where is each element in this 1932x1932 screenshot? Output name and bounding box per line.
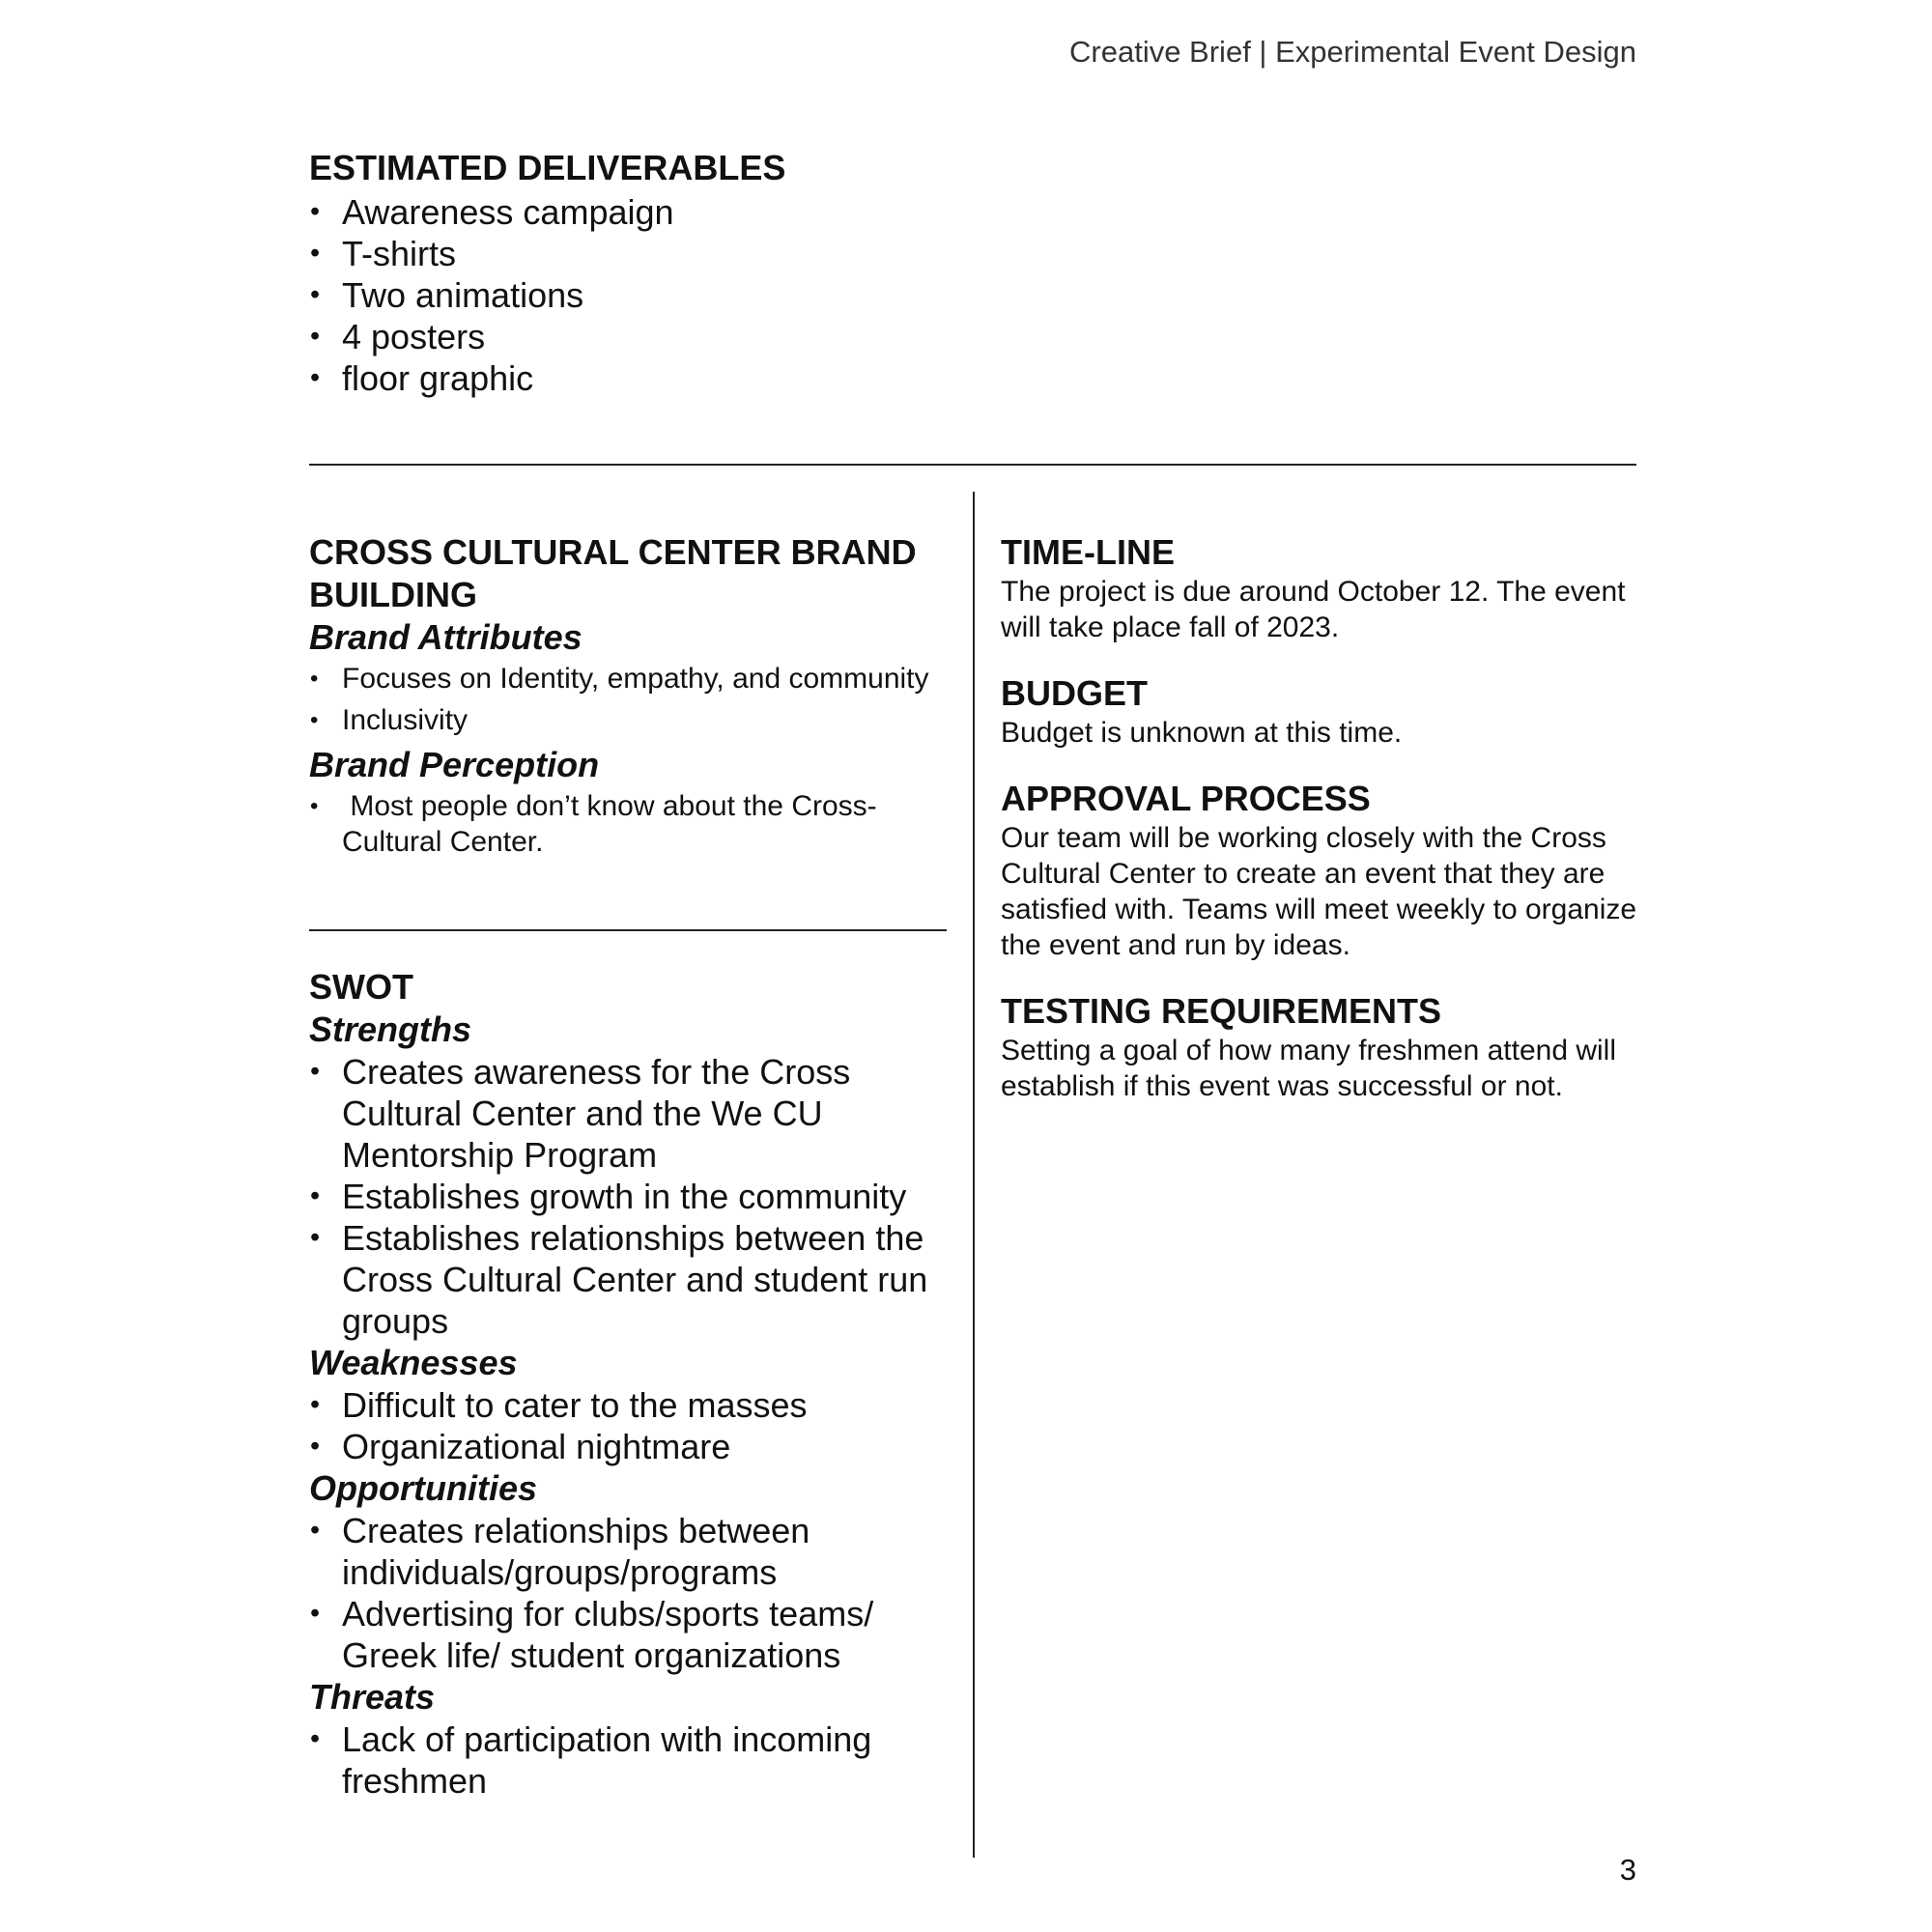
list-item: • T-shirts <box>309 233 985 274</box>
threats-heading: Threats <box>309 1677 436 1717</box>
list-item: • Focuses on Identity, empathy, and community <box>309 661 956 696</box>
section-divider <box>309 929 947 931</box>
list-item: • Advertising for clubs/sports teams/ Greek life/ student organizations <box>309 1593 956 1676</box>
list-item: • Two animations <box>309 274 985 316</box>
brand-perception-list <box>309 788 956 860</box>
list-item: • 4 posters <box>309 316 985 357</box>
list-item: • Creates awareness for the Cross Cultural Center and the We CU Mentorship Program <box>309 1051 956 1176</box>
approval-heading: APPROVAL PROCESS <box>1001 779 1371 818</box>
list-item: • Creates relationships between individuals/groups/programs <box>309 1510 956 1593</box>
list-item: • Establishes relationships between the Cross Cultural Center and student run groups <box>309 1217 956 1342</box>
brand-heading: CROSS CULTURAL CENTER BRAND BUILDING <box>309 532 917 614</box>
section-divider <box>309 464 1636 466</box>
list-item: • floor graphic <box>309 357 985 399</box>
page-number: 3 <box>1619 1853 1636 1887</box>
list-item: • Most people don’t know about the Cross-Cultural Center. <box>309 788 956 860</box>
weaknesses-heading: Weaknesses <box>309 1343 518 1382</box>
list-item: • Awareness campaign <box>309 191 985 233</box>
testing-heading: TESTING REQUIREMENTS <box>1001 991 1442 1031</box>
deliverables-heading: ESTIMATED DELIVERABLES <box>309 148 786 187</box>
list-item: • Difficult to cater to the masses <box>309 1384 956 1426</box>
threats-list <box>309 1719 956 1802</box>
timeline-heading: TIME-LINE <box>1001 532 1175 572</box>
budget-heading: BUDGET <box>1001 673 1148 713</box>
budget-section <box>1001 672 1638 751</box>
list-item: • Establishes growth in the community <box>309 1176 956 1217</box>
approval-section <box>1001 778 1638 963</box>
opportunities-heading: Opportunities <box>309 1468 537 1508</box>
running-header: Creative Brief | Experimental Event Design <box>1069 35 1636 69</box>
approval-text: Our team will be working closely with the Cross Cultural Center to create an event that they are satisfied with. Teams will meet weekly to organize the event and run by ideas. <box>1001 822 1637 961</box>
brand-attributes-heading: Brand Attributes <box>309 617 582 657</box>
opportunities-list <box>309 1510 956 1676</box>
weaknesses-list <box>309 1384 956 1467</box>
timeline-text: The project is due around October 12. The event will take place fall of 2023. <box>1001 576 1626 643</box>
swot-heading: SWOT <box>309 967 413 1007</box>
testing-text: Setting a goal of how many freshmen attend will establish if this event was successful or not. <box>1001 1035 1617 1102</box>
list-item: • Lack of participation with incoming freshmen <box>309 1719 956 1802</box>
testing-section <box>1001 990 1638 1104</box>
budget-text: Budget is unknown at this time. <box>1001 717 1403 749</box>
brand-attributes-list <box>309 661 956 738</box>
deliverables-list <box>309 191 985 399</box>
strengths-list <box>309 1051 956 1342</box>
timeline-section <box>1001 531 1638 645</box>
list-item: • Organizational nightmare <box>309 1426 956 1467</box>
project-details-column <box>1001 531 1638 1131</box>
deliverables-section <box>309 147 985 399</box>
brand-perception-heading: Brand Perception <box>309 745 600 784</box>
swot-section <box>309 966 956 1802</box>
list-item: • Inclusivity <box>309 702 956 738</box>
brand-building-section <box>309 531 956 866</box>
strengths-heading: Strengths <box>309 1009 472 1049</box>
column-divider <box>973 492 975 1858</box>
